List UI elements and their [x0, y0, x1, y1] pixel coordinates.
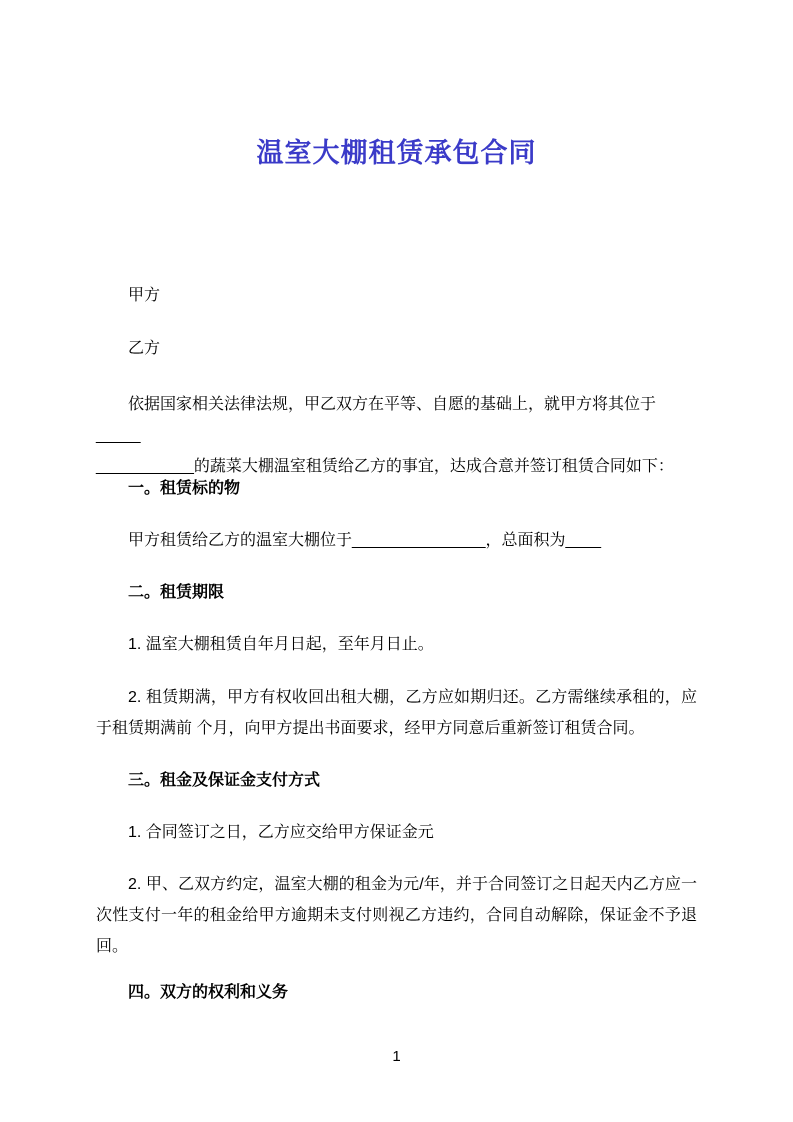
- section-2-item-2: [96, 682, 697, 744]
- document-title: 温室大棚租赁承包合同: [256, 138, 537, 168]
- party-b-label: 乙方: [128, 340, 161, 357]
- section-3-item-2-line-3: 回。: [96, 938, 129, 955]
- intro-paragraph: [96, 389, 697, 482]
- party-a-label: 甲方: [128, 287, 161, 304]
- section-3-heading: 三。租金及保证金支付方式: [128, 772, 321, 789]
- section-3-item-2-line-1: 2. 甲、乙双方约定，温室大棚的租金为元/年，并于合同签订之日起天内乙方应一: [128, 876, 697, 893]
- section-2-item-2-line-1: 2. 租赁期满，甲方有权收回出租大棚，乙方应如期归还。乙方需继续承租的，应: [128, 689, 697, 706]
- section-2-item-1: 1. 温室大棚租赁自年月日起，至年月日止。: [128, 636, 434, 653]
- section-4-heading: 四。双方的权利和义务: [128, 984, 289, 1001]
- intro-line-2: ___________的蔬菜大棚温室租赁给乙方的事宜，达成合意并签订租赁合同如下：: [96, 458, 674, 475]
- section-3-item-2-line-2: 次性支付一年的租金给甲方逾期未支付则视乙方违约，合同自动解除，保证金不予退: [96, 907, 697, 924]
- section-3-item-2: [96, 869, 697, 962]
- section-1-body: 甲方租赁给乙方的温室大棚位于_______________，总面积为____: [128, 532, 602, 549]
- page-number: 1: [392, 1048, 401, 1065]
- section-2-item-2-line-2: 于租赁期满前 个月，向甲方提出书面要求，经甲方同意后重新签订租赁合同。: [96, 720, 645, 737]
- intro-line-1: 依据国家相关法律法规，甲乙双方在平等、自愿的基础上，就甲方将其位于_____: [96, 396, 657, 444]
- section-1-heading: 一。租赁标的物: [128, 480, 241, 497]
- section-2-heading: 二。租赁期限: [128, 584, 225, 601]
- section-3-item-1: 1. 合同签订之日，乙方应交给甲方保证金元: [128, 824, 434, 841]
